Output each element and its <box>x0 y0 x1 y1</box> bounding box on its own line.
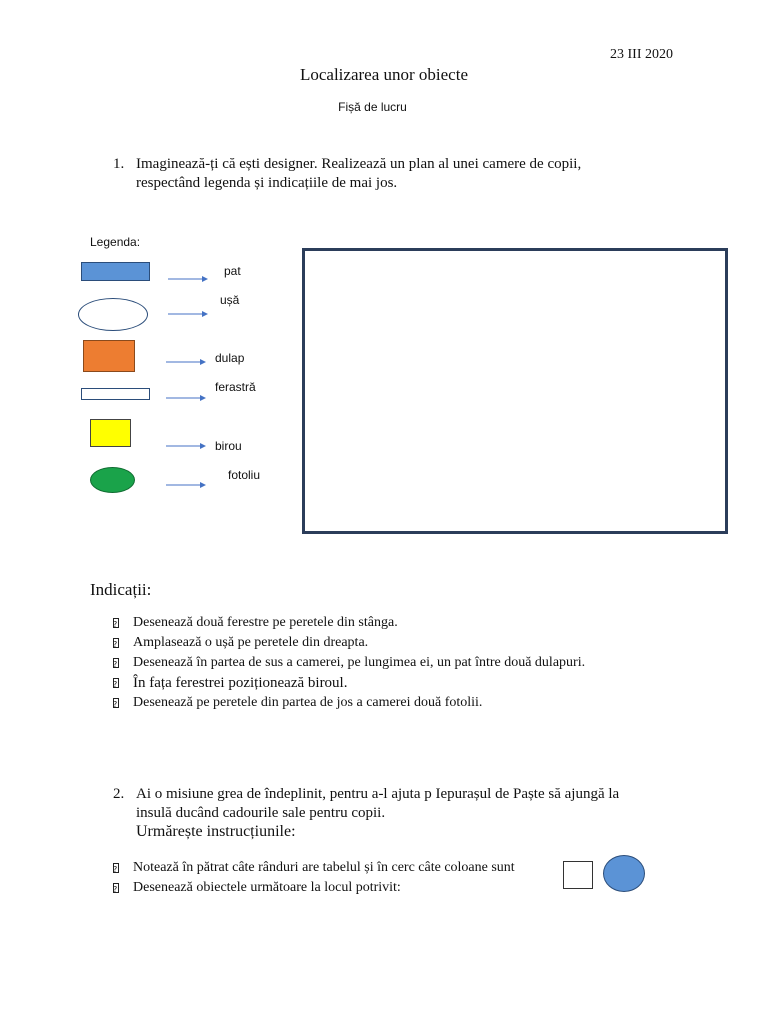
room-plan-box[interactable] <box>302 248 728 534</box>
arrow-icon <box>168 309 208 319</box>
bullet-icon <box>113 883 119 893</box>
window-symbol <box>81 388 150 400</box>
list-item <box>113 633 585 653</box>
list-item <box>113 878 515 898</box>
list-item-text: Notează în pătrat câte rânduri are tabelul și în cerc câte coloane sunt <box>133 860 515 875</box>
bullet-icon <box>113 658 119 668</box>
task-2-number: 2. <box>113 786 125 802</box>
wardrobe-symbol <box>83 340 135 372</box>
columns-answer-circle[interactable] <box>603 855 645 892</box>
task-1-number: 1. <box>113 156 125 172</box>
list-item <box>113 613 585 633</box>
task-2-line-1: Ai o misiune grea de îndeplinit, pentru a-l ajuta p Iepurașul de Paște să ajungă la <box>136 786 620 802</box>
task-2-line-2: insulă ducând cadourile sale pentru copii. <box>136 805 386 821</box>
door-symbol <box>78 298 148 331</box>
legend-label-window: ferastră <box>215 380 256 394</box>
legend-label-door: ușă <box>220 293 240 307</box>
instructions-title: Indicații: <box>90 580 152 599</box>
task-2-line-3: Urmărește instrucțiunile: <box>136 823 296 840</box>
bullet-icon <box>113 638 119 648</box>
list-item-text: Desenează obiectele următoare la locul potrivit: <box>133 880 401 895</box>
bullet-icon <box>113 678 119 688</box>
list-item <box>113 858 515 878</box>
list-item <box>113 693 585 713</box>
list-item-text: În fața ferestrei poziționează biroul. <box>133 675 348 691</box>
page-subtitle: Fișă de lucru <box>338 100 407 114</box>
armchair-symbol <box>90 467 135 493</box>
bullet-icon <box>113 698 119 708</box>
list-item-text: Desenează în partea de sus a camerei, pe lungimea ei, un pat între două dulapuri. <box>133 655 586 670</box>
arrow-icon <box>166 480 206 490</box>
bullet-icon <box>113 618 119 628</box>
bullet-icon <box>113 863 119 873</box>
list-item-text: Amplasează o ușă pe peretele din dreapta. <box>133 635 369 650</box>
arrow-icon <box>168 274 208 284</box>
list-item-text: Desenează două ferestre pe peretele din stânga. <box>133 615 398 630</box>
list-item-text: Desenează pe peretele din partea de jos a camerei două fotolii. <box>133 695 483 710</box>
bed-symbol <box>81 262 150 281</box>
legend-label-bed: pat <box>224 264 241 278</box>
list-item <box>113 653 585 673</box>
rows-answer-square[interactable] <box>563 861 593 889</box>
task-2 <box>113 785 673 845</box>
list-item <box>113 673 585 693</box>
instructions-list <box>113 613 585 713</box>
legend-label-armchair: fotoliu <box>228 468 261 482</box>
legend-label-wardrobe: dulap <box>215 351 245 365</box>
arrow-icon <box>166 441 206 451</box>
task-1-line-2: respectând legenda și indicațiile de mai jos. <box>136 175 398 191</box>
task-1-line-1: Imaginează-ți că ești designer. Realizează un plan al unei camere de copii, <box>136 156 582 172</box>
arrow-icon <box>166 393 206 403</box>
legend-title: Legenda: <box>90 235 141 249</box>
desk-symbol <box>90 419 131 447</box>
legend-label-desk: birou <box>215 439 242 453</box>
arrow-icon <box>166 357 206 367</box>
task-2-list <box>113 858 515 898</box>
date: 23 III 2020 <box>610 47 673 62</box>
page-title: Localizarea unor obiecte <box>299 65 468 84</box>
task-1 <box>113 155 673 195</box>
